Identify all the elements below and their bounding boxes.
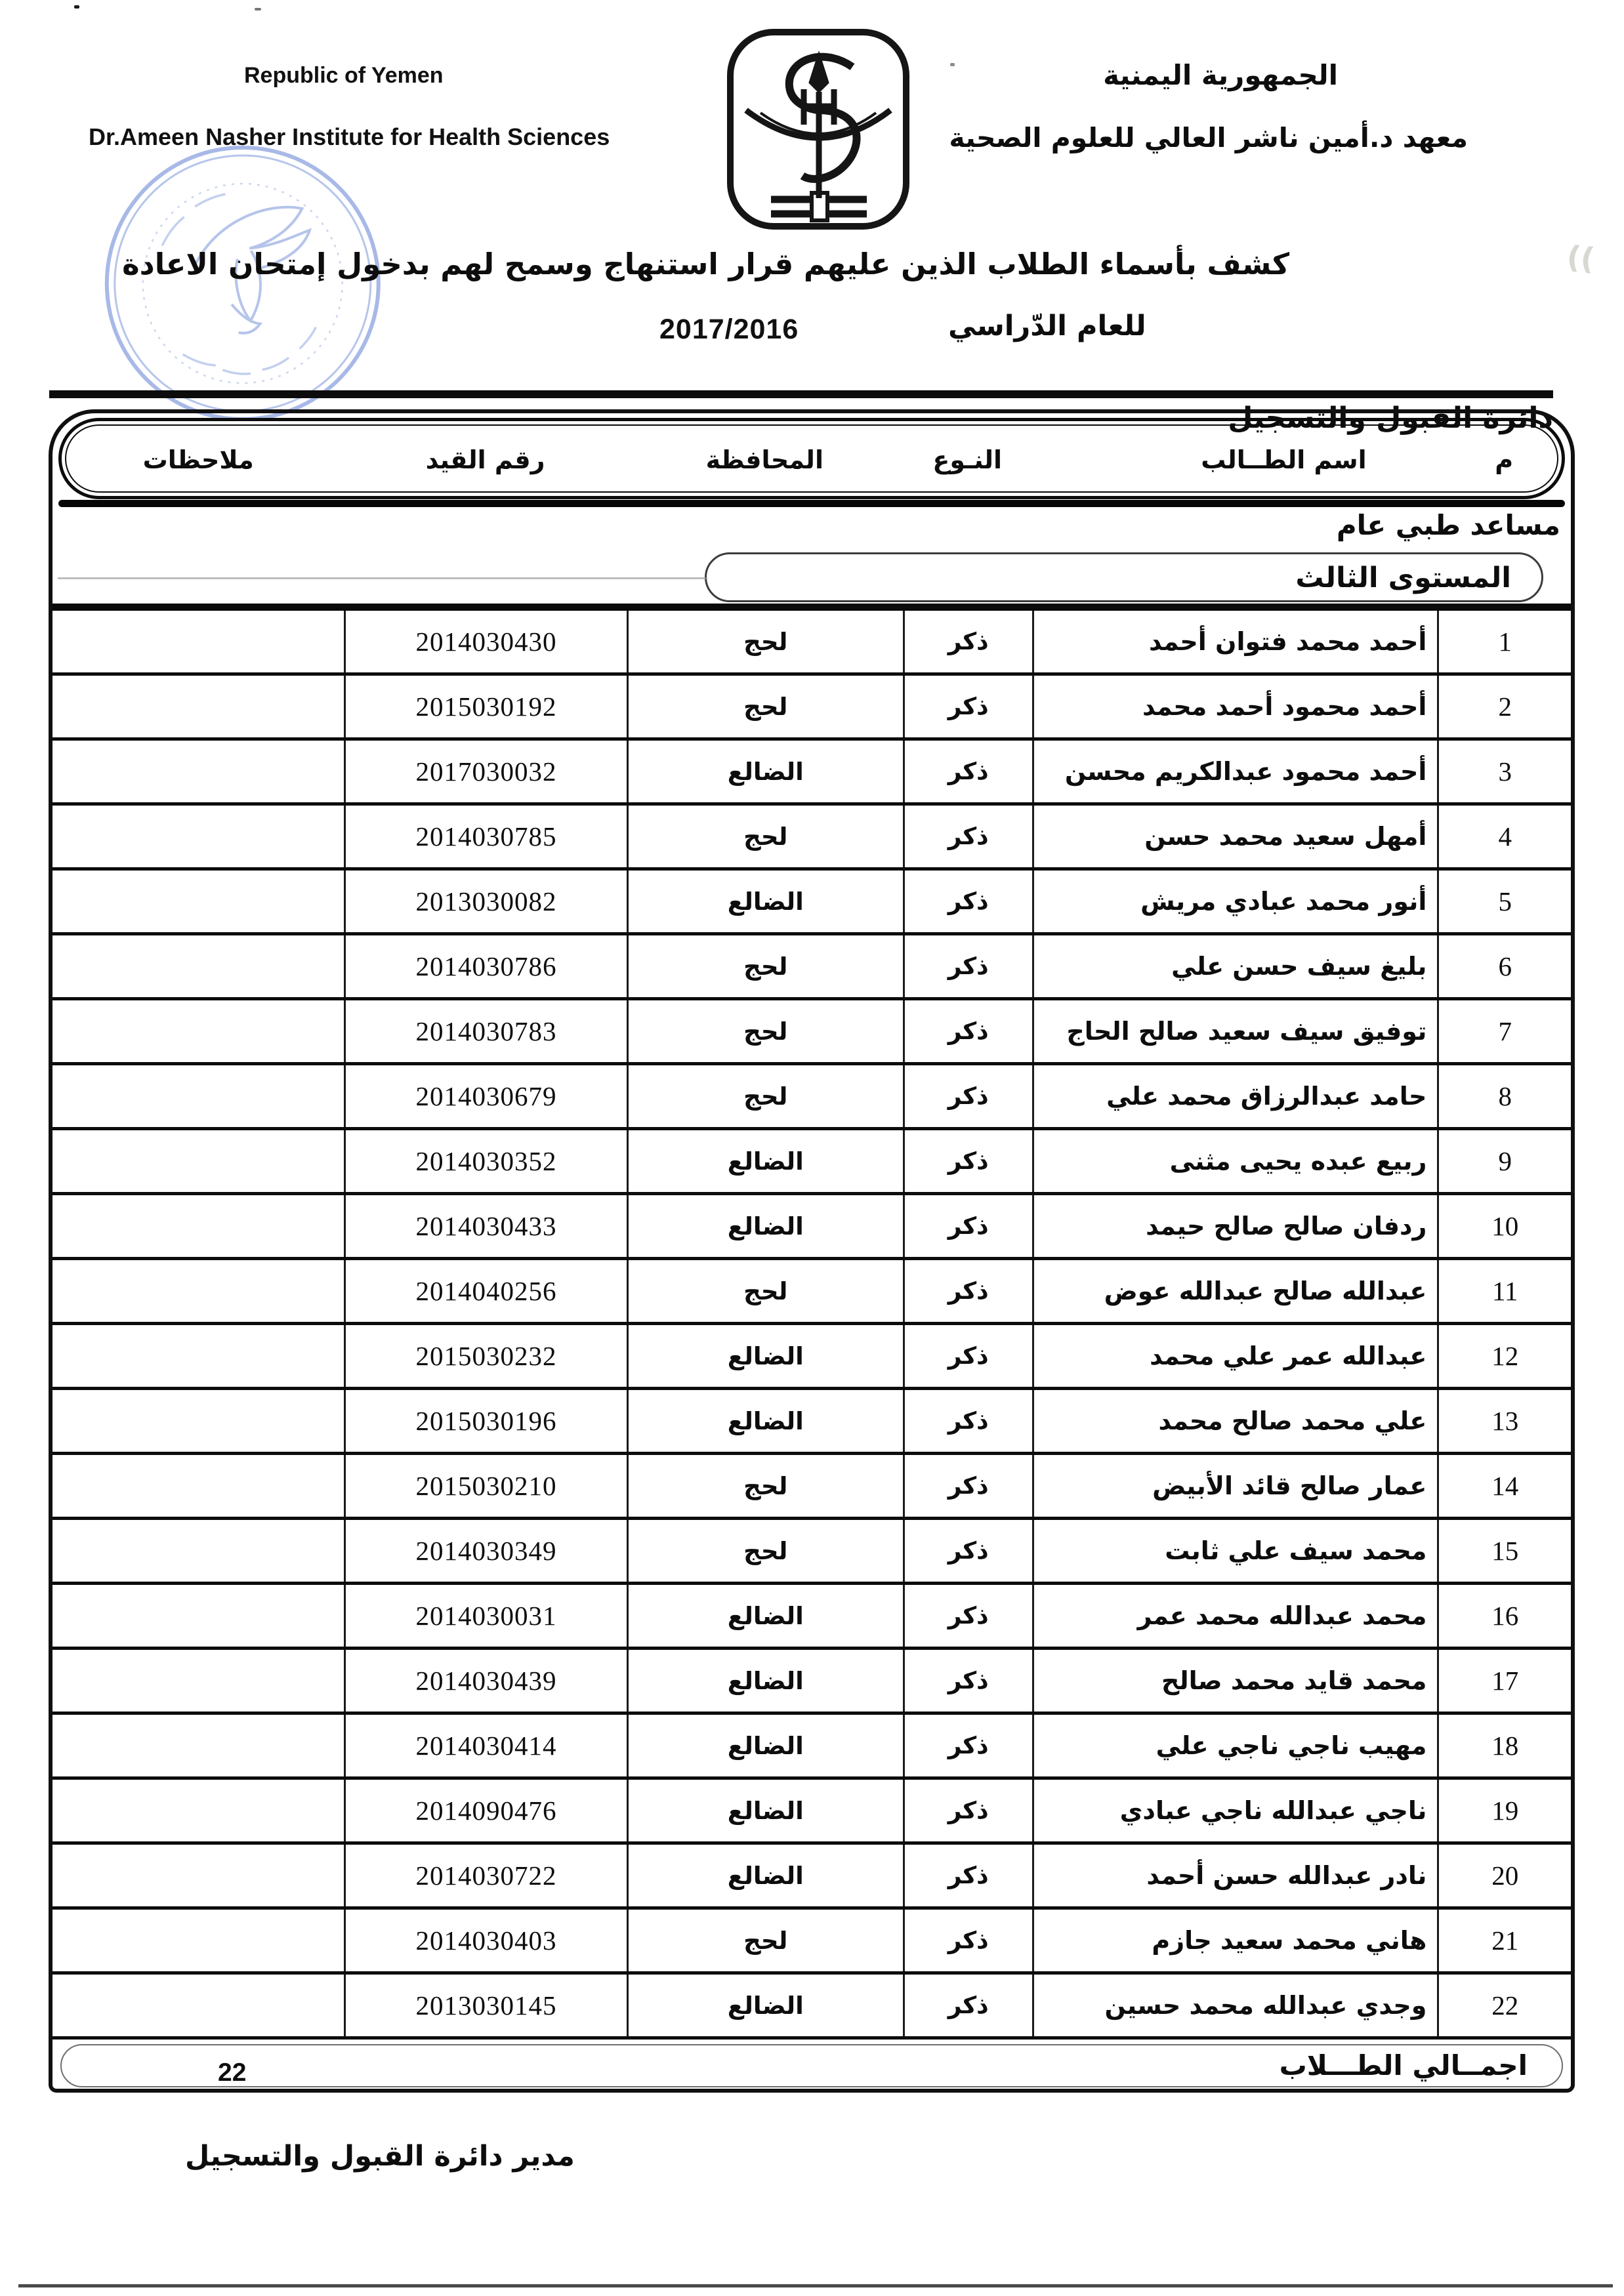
cell-no: 11 — [1437, 1260, 1571, 1322]
table-row — [52, 611, 1571, 676]
cell-governorate: لحج — [627, 676, 903, 737]
students-table — [49, 409, 1575, 2093]
cell-gender: ذكر — [903, 1000, 1032, 1062]
cell-notes — [52, 1195, 344, 1257]
cell-governorate: لحج — [627, 1065, 903, 1127]
table-row — [52, 1520, 1571, 1585]
table-row — [52, 1845, 1571, 1910]
cell-reg_no: 2014040256 — [344, 1260, 626, 1322]
cell-notes — [52, 1520, 344, 1582]
total-students-value: 22 — [218, 2059, 247, 2087]
cell-name: أنور محمد عبادي مريش — [1032, 871, 1438, 932]
cell-governorate: الضالع — [627, 871, 903, 932]
cell-no: 1 — [1437, 611, 1571, 672]
cell-reg_no: 2014030414 — [344, 1715, 626, 1776]
level-label: المستوى الثالث — [1295, 562, 1511, 594]
cell-name: ربيع عبده يحيى مثنى — [1032, 1130, 1438, 1192]
cell-no: 20 — [1437, 1845, 1571, 1906]
cell-no: 12 — [1437, 1325, 1571, 1387]
cell-gender: ذكر — [903, 1260, 1032, 1322]
cell-gender: ذكر — [903, 676, 1032, 737]
table-body-top-border — [52, 604, 1571, 611]
cell-name: أحمد محمد فتوان أحمد — [1032, 611, 1438, 672]
cell-gender: ذكر — [903, 935, 1032, 997]
cell-reg_no: 2014090476 — [344, 1780, 626, 1841]
cell-gender: ذكر — [903, 1650, 1032, 1712]
cell-governorate: الضالع — [627, 1650, 903, 1712]
table-row — [52, 1585, 1571, 1650]
cell-notes — [52, 1390, 344, 1452]
cell-reg_no: 2014030786 — [344, 935, 626, 997]
cell-notes — [52, 1455, 344, 1517]
table-row — [52, 1195, 1571, 1260]
col-header-gender: النـوع — [932, 445, 1002, 474]
cell-reg_no: 2015030192 — [344, 676, 626, 737]
table-row — [52, 1065, 1571, 1130]
department-title: دائرة القبول والتسجيل — [1228, 401, 1553, 435]
table-header-shadow — [58, 500, 1565, 507]
cell-name: أحمد محمود عبدالكريم محسن — [1032, 741, 1438, 802]
cell-no: 10 — [1437, 1195, 1571, 1257]
cell-gender: ذكر — [903, 1715, 1032, 1776]
table-row — [52, 935, 1571, 1000]
col-header-name: اسم الطــالب — [1201, 445, 1367, 474]
cell-reg_no: 2014030722 — [344, 1845, 626, 1906]
cell-no: 15 — [1437, 1520, 1571, 1582]
cell-governorate: الضالع — [627, 1325, 903, 1387]
cell-name: مهيب ناجي ناجي علي — [1032, 1715, 1438, 1776]
cell-governorate: الضالع — [627, 741, 903, 802]
table-row — [52, 1000, 1571, 1065]
cell-gender: ذكر — [903, 1845, 1032, 1906]
cell-governorate: الضالع — [627, 1975, 903, 2036]
cell-no: 2 — [1437, 676, 1571, 737]
cell-governorate: لحج — [627, 935, 903, 997]
cell-no: 21 — [1437, 1910, 1571, 1971]
table-row — [52, 1390, 1571, 1455]
cell-governorate: لحج — [627, 611, 903, 672]
cell-governorate: لحج — [627, 1910, 903, 1971]
country-name-en: Republic of Yemen — [244, 63, 444, 88]
cell-notes — [52, 1130, 344, 1192]
cell-name: عبدالله عمر علي محمد — [1032, 1325, 1438, 1387]
cell-gender: ذكر — [903, 1390, 1032, 1452]
cell-name: أحمد محمود أحمد محمد — [1032, 676, 1438, 737]
cell-reg_no: 2014030783 — [344, 1000, 626, 1062]
cell-no: 17 — [1437, 1650, 1571, 1712]
table-row — [52, 1910, 1571, 1975]
cell-gender: ذكر — [903, 1975, 1032, 2036]
cell-governorate: الضالع — [627, 1780, 903, 1841]
cell-name: ردفان صالح صالح حيمد — [1032, 1195, 1438, 1257]
cell-gender: ذكر — [903, 871, 1032, 932]
cell-gender: ذكر — [903, 611, 1032, 672]
academic-year-value: 2017/2016 — [659, 314, 799, 345]
cell-notes — [52, 1910, 344, 1971]
cell-governorate: الضالع — [627, 1130, 903, 1192]
cell-notes — [52, 1845, 344, 1906]
table-row — [52, 1455, 1571, 1520]
cell-gender: ذكر — [903, 1455, 1032, 1517]
cell-notes — [52, 1000, 344, 1062]
table-row — [52, 871, 1571, 935]
col-header-reg-no: رقم القيد — [425, 445, 545, 474]
cell-gender: ذكر — [903, 1520, 1032, 1582]
scan-edge-line — [18, 2284, 1613, 2287]
cell-gender: ذكر — [903, 1780, 1032, 1841]
cell-reg_no: 2014030433 — [344, 1195, 626, 1257]
cell-gender: ذكر — [903, 1195, 1032, 1257]
cell-reg_no: 2013030145 — [344, 1975, 626, 2036]
cell-governorate: لحج — [627, 1000, 903, 1062]
table-row — [52, 1650, 1571, 1715]
cell-reg_no: 2014030352 — [344, 1130, 626, 1192]
table-row — [52, 676, 1571, 741]
cell-governorate: لحج — [627, 1455, 903, 1517]
page-title: كشف بأسماء الطلاب الذين عليهم قرار استنهاج وسمح لهم بدخول إمتحان الاعادة — [122, 247, 1289, 281]
cell-governorate: لحج — [627, 1520, 903, 1582]
table-row — [52, 1975, 1571, 2040]
table-header-row — [52, 432, 1571, 488]
cell-no: 16 — [1437, 1585, 1571, 1647]
cell-name: عبدالله صالح عبدالله عوض — [1032, 1260, 1438, 1322]
cell-notes — [52, 806, 344, 867]
horizontal-rule — [49, 390, 1553, 398]
cell-no: 22 — [1437, 1975, 1571, 2036]
cell-governorate: الضالع — [627, 1195, 903, 1257]
cell-notes — [52, 676, 344, 737]
cell-no: 19 — [1437, 1780, 1571, 1841]
cell-name: بليغ سيف حسن علي — [1032, 935, 1438, 997]
institute-logo-icon — [724, 26, 914, 236]
table-row — [52, 1325, 1571, 1390]
cell-reg_no: 2014030679 — [344, 1065, 626, 1127]
institute-name-ar: معهد د.أمين ناشر العالي للعلوم الصحية — [949, 122, 1468, 154]
cell-governorate: الضالع — [627, 1845, 903, 1906]
level-pill — [705, 552, 1543, 602]
cell-name: هاني محمد سعيد جازم — [1032, 1910, 1438, 1971]
cell-notes — [52, 611, 344, 672]
cell-notes — [52, 935, 344, 997]
scan-speck — [255, 8, 261, 10]
cell-notes — [52, 1975, 344, 2036]
country-name-ar: الجمهورية اليمنية — [1103, 59, 1338, 91]
cell-name: عمار صالح قائد الأبيض — [1032, 1455, 1438, 1517]
cell-no: 14 — [1437, 1455, 1571, 1517]
cell-governorate: لحج — [627, 806, 903, 867]
cell-name: محمد عبدالله محمد عمر — [1032, 1585, 1438, 1647]
cell-name: وجدي عبدالله محمد حسين — [1032, 1975, 1438, 2036]
cell-reg_no: 2017030032 — [344, 741, 626, 802]
cell-reg_no: 2014030430 — [344, 611, 626, 672]
cell-gender: ذكر — [903, 1910, 1032, 1971]
cell-reg_no: 2014030785 — [344, 806, 626, 867]
table-row — [52, 741, 1571, 806]
cell-reg_no: 2014030031 — [344, 1585, 626, 1647]
cell-gender: ذكر — [903, 806, 1032, 867]
cell-no: 8 — [1437, 1065, 1571, 1127]
col-header-no: م — [1495, 445, 1514, 474]
cell-no: 7 — [1437, 1000, 1571, 1062]
section-label: مساعد طبي عام — [1336, 509, 1560, 541]
table-row — [52, 1715, 1571, 1780]
cell-no: 18 — [1437, 1715, 1571, 1776]
cell-gender: ذكر — [903, 741, 1032, 802]
cell-name: علي محمد صالح محمد — [1032, 1390, 1438, 1452]
cell-notes — [52, 871, 344, 932]
cell-reg_no: 2015030210 — [344, 1455, 626, 1517]
signature-title: مدير دائرة القبول والتسجيل — [185, 2140, 575, 2173]
cell-notes — [52, 1650, 344, 1712]
cell-notes — [52, 1260, 344, 1322]
col-header-governorate: المحافظة — [705, 445, 823, 474]
cell-gender: ذكر — [903, 1130, 1032, 1192]
cell-reg_no: 2014030349 — [344, 1520, 626, 1582]
table-row — [52, 806, 1571, 871]
institute-name-en: Dr.Ameen Nasher Institute for Health Sciences — [89, 123, 610, 150]
col-header-notes: ملاحظات — [142, 445, 254, 474]
cell-name: حامد عبدالرزاق محمد علي — [1032, 1065, 1438, 1127]
cell-reg_no: 2015030232 — [344, 1325, 626, 1387]
cell-name: محمد سيف علي ثابت — [1032, 1520, 1438, 1582]
cell-notes — [52, 1325, 344, 1387]
cell-gender: ذكر — [903, 1065, 1032, 1127]
scan-speck — [74, 5, 79, 9]
cell-governorate: الضالع — [627, 1585, 903, 1647]
cell-no: 3 — [1437, 741, 1571, 802]
cell-reg_no: 2014030403 — [344, 1910, 626, 1971]
cell-gender: ذكر — [903, 1325, 1032, 1387]
cell-reg_no: 2013030082 — [344, 871, 626, 932]
cell-governorate: الضالع — [627, 1390, 903, 1452]
table-rows — [52, 611, 1571, 2040]
cell-no: 6 — [1437, 935, 1571, 997]
cell-name: نادر عبدالله حسن أحمد — [1032, 1845, 1438, 1906]
academic-year-label: للعام الدّراسي — [948, 310, 1146, 342]
table-row — [52, 1780, 1571, 1845]
cell-no: 4 — [1437, 806, 1571, 867]
cell-no: 9 — [1437, 1130, 1571, 1192]
cell-notes — [52, 1065, 344, 1127]
cell-name: أمهل سعيد محمد حسن — [1032, 806, 1438, 867]
cell-governorate: الضالع — [627, 1715, 903, 1776]
table-row — [52, 1260, 1571, 1325]
scan-speck — [950, 63, 955, 66]
cell-governorate: لحج — [627, 1260, 903, 1322]
cell-reg_no: 2014030439 — [344, 1650, 626, 1712]
cell-name: توفيق سيف سعيد صالح الحاج — [1032, 1000, 1438, 1062]
cell-notes — [52, 1585, 344, 1647]
title-decoration: (( — [1565, 238, 1596, 277]
total-students-label: اجمــالي الطـــلاب — [1279, 2049, 1528, 2081]
cell-no: 13 — [1437, 1390, 1571, 1452]
table-row — [52, 1130, 1571, 1195]
cell-reg_no: 2015030196 — [344, 1390, 626, 1452]
cell-name: محمد قايد محمد صالح — [1032, 1650, 1438, 1712]
cell-notes — [52, 741, 344, 802]
cell-gender: ذكر — [903, 1585, 1032, 1647]
level-divider-line — [58, 577, 707, 579]
cell-no: 5 — [1437, 871, 1571, 932]
cell-notes — [52, 1780, 344, 1841]
cell-notes — [52, 1715, 344, 1776]
cell-name: ناجي عبدالله ناجي عبادي — [1032, 1780, 1438, 1841]
